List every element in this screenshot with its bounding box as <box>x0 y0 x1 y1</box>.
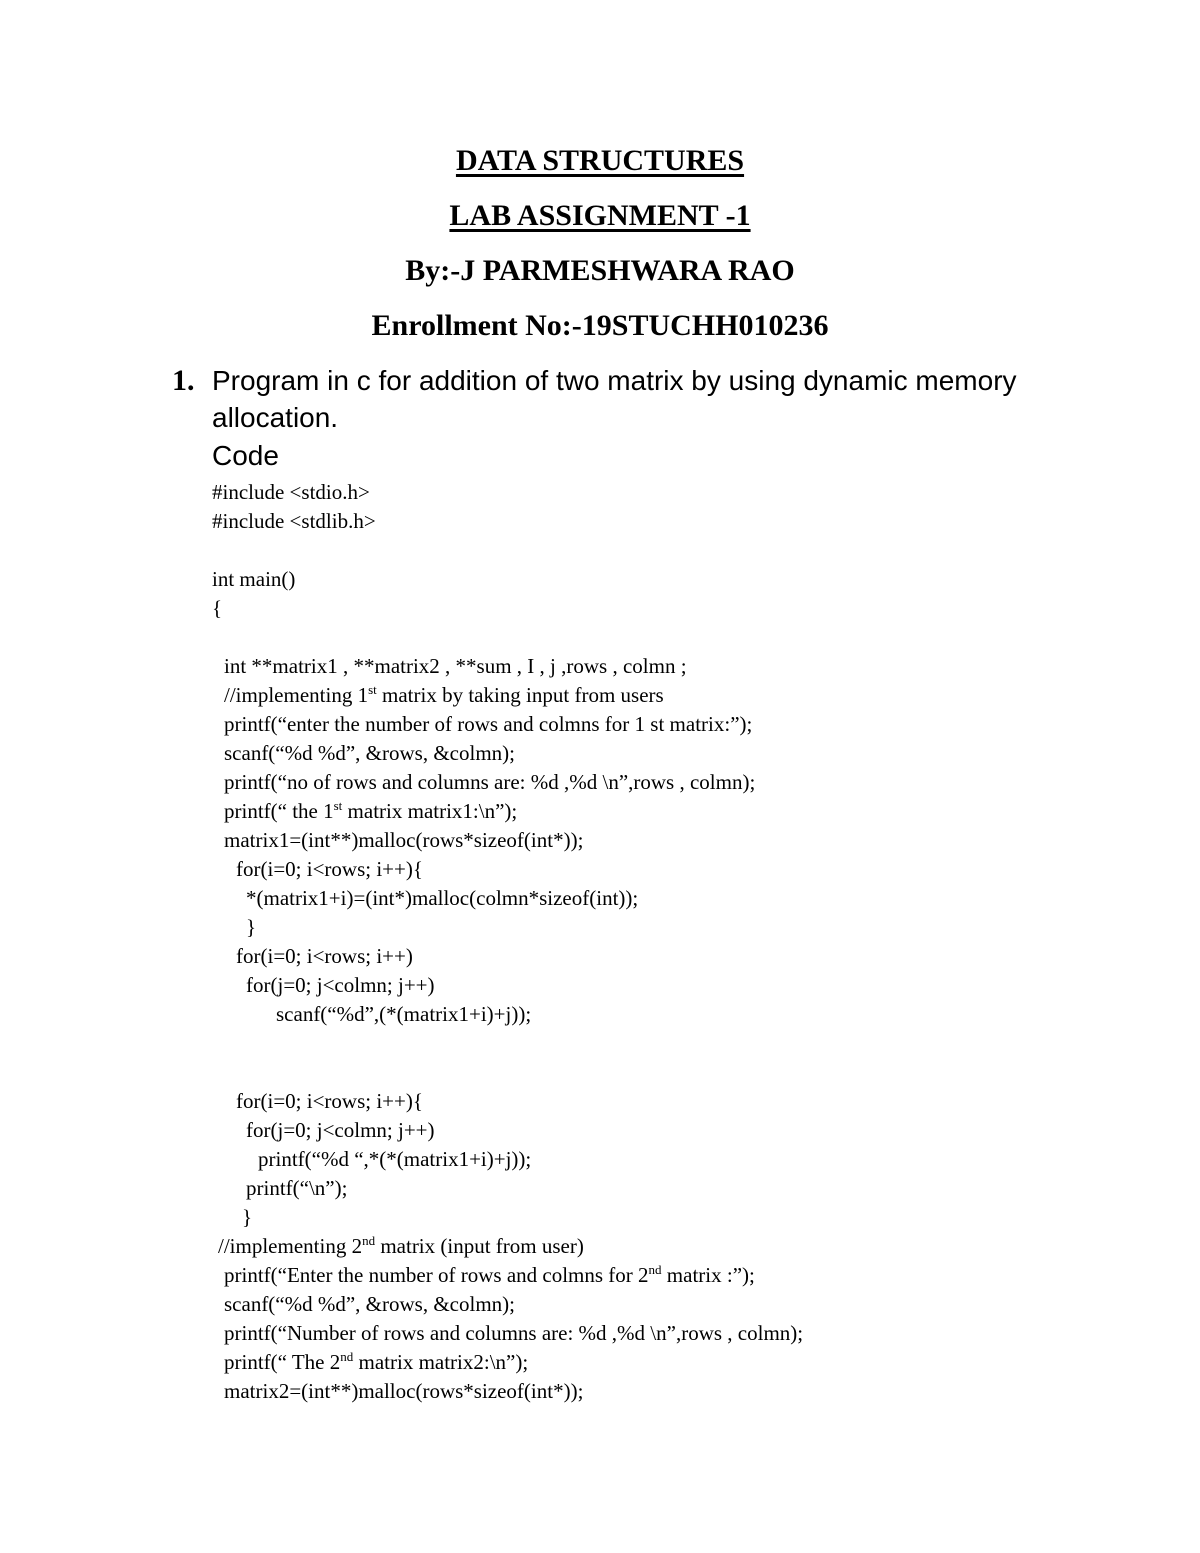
code-line: printf(“ the 1st matrix matrix1:\n”); <box>224 798 518 823</box>
question-number: 1. <box>172 364 195 397</box>
code-line: //implementing 1st matrix by taking input from users <box>224 682 664 707</box>
code-line: scanf(“%d”,(*(matrix1+i)+j)); <box>276 1002 532 1026</box>
author-line: By:-J PARMESHWARA RAO <box>405 254 795 287</box>
code-line: } <box>246 915 257 939</box>
code-line: for(i=0; i<rows; i++){ <box>236 1089 423 1113</box>
code-line: for(i=0; i<rows; i++) <box>236 944 413 968</box>
code-line: for(j=0; j<colmn; j++) <box>246 973 435 997</box>
code-line: printf(“Number of rows and columns are: %d ,%d \n”,rows , colmn); <box>224 1321 804 1345</box>
code-line: scanf(“%d %d”, &rows, &colmn); <box>224 741 515 765</box>
code-line: int **matrix1 , **matrix2 , **sum , I , j ,rows , colmn ; <box>224 654 687 678</box>
code-line: printf(“no of rows and columns are: %d ,%d \n”,rows , colmn); <box>224 770 756 794</box>
code-label: Code <box>212 440 279 471</box>
code-line: matrix2=(int**)malloc(rows*sizeof(int*)); <box>224 1379 584 1403</box>
code-line: { <box>212 596 223 620</box>
code-line: //implementing 2nd matrix (input from user) <box>218 1233 584 1258</box>
code-line: printf(“enter the number of rows and colmns for 1 st matrix:”); <box>224 712 753 736</box>
code-line: printf(“\n”); <box>246 1176 348 1200</box>
code-line: #include <stdio.h> <box>212 480 370 504</box>
code-line: for(i=0; i<rows; i++){ <box>236 857 423 881</box>
code-line: scanf(“%d %d”, &rows, &colmn); <box>224 1292 515 1316</box>
code-line: int main() <box>212 567 296 591</box>
question-text: Program in c for addition of two matrix by using dynamic memory allocation. <box>212 365 1017 433</box>
code-line: #include <stdlib.h> <box>212 509 376 533</box>
code-line: printf(“Enter the number of rows and colmns for 2nd matrix :”); <box>224 1262 755 1287</box>
code-line: } <box>242 1205 253 1229</box>
code-line: *(matrix1+i)=(int*)malloc(colmn*sizeof(int)); <box>246 886 639 910</box>
code-line: matrix1=(int**)malloc(rows*sizeof(int*)); <box>224 828 584 852</box>
document-subtitle: LAB ASSIGNMENT -1 <box>449 199 751 232</box>
code-line: printf(“ The 2nd matrix matrix2:\n”); <box>224 1349 529 1374</box>
code-line: for(j=0; j<colmn; j++) <box>246 1118 435 1142</box>
code-line: printf(“%d “,*(*(matrix1+i)+j)); <box>258 1147 532 1171</box>
document-title: DATA STRUCTURES <box>455 144 745 177</box>
enrollment-line: Enrollment No:-19STUCHH010236 <box>371 309 829 342</box>
